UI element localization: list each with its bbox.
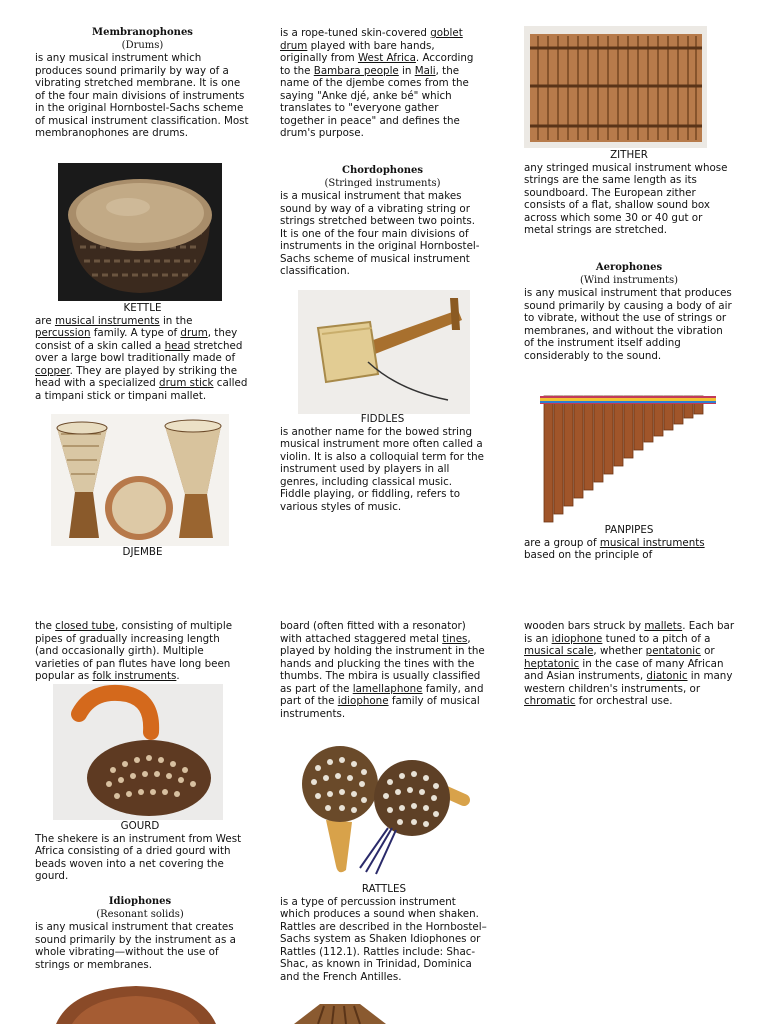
aerophones-intro: is any musical instrument that produces sound primarily by causing a body of air to vibrate, without the use of strings or membranes, and without the vibration of the instrument itself adding considerably to the sound. — [524, 287, 732, 362]
text-run: played with bare hands, originally from — [280, 39, 435, 64]
link-tines[interactable]: tines — [442, 632, 468, 645]
djembe-image — [51, 414, 229, 546]
chordophones-subheading: (Stringed instruments) — [324, 177, 441, 189]
membranophones-intro: is any musical instrument which produces sound primarily by way of a vibrating stretched membrane. It is one of the four main divisions of instruments in the original Hornbostel-Sachs scheme of musical instrument classification. Most membranophones are drums. — [35, 52, 249, 139]
mbira-continued-text — [280, 620, 488, 720]
membranophones-heading: Membranophones — [92, 27, 193, 38]
djembe-text — [280, 27, 485, 140]
text-run: is a rope-tuned skin-covered — [280, 27, 431, 39]
panpipes-continued-text — [35, 620, 245, 683]
link-mallets[interactable]: mallets — [644, 620, 683, 632]
kettle-text — [35, 315, 250, 403]
aerophones-subheading: (Wind instruments) — [579, 274, 679, 286]
panpipes-caption: PANPIPES — [604, 524, 654, 536]
gourd-section — [35, 820, 245, 883]
chordophones-intro: is a musical instrument that makes sound by way of a vibrating string or strings stretched between two points. It is one of the four main divisions of instruments in the original Hornbostel-Sachs scheme of musical instrument classification. — [280, 190, 480, 277]
text-run: , whether — [593, 645, 646, 657]
aerophones-section — [524, 262, 734, 362]
zither-text: any stringed musical instrument whose strings are the same length as its soundboard. The European zither consists of a flat, shallow sound box across which some 30 or 40 gut or metal strings are stretched. — [524, 161, 728, 236]
link-drum[interactable]: drum — [180, 327, 208, 339]
text-run: based on the principle of — [524, 549, 653, 561]
xylophone-continued — [524, 620, 738, 708]
chordophones-heading: Chordophones — [341, 165, 424, 176]
link-musical-instruments[interactable]: musical instruments — [54, 314, 160, 327]
panpipes-image — [538, 388, 720, 524]
kettle-section — [35, 302, 250, 402]
djembe-caption: DJEMBE — [122, 546, 163, 558]
text-run: are a group of — [524, 536, 600, 549]
link-folk-instruments[interactable]: folk instruments — [92, 670, 177, 682]
gourd-caption: GOURD — [120, 820, 160, 832]
text-run: in the — [159, 314, 193, 327]
rattles-caption: RATTLES — [361, 883, 407, 895]
panpipes-section — [524, 524, 734, 562]
link-drum-stick[interactable]: drum stick — [159, 377, 214, 389]
idiophones-subheading: (Resonant solids) — [96, 908, 184, 920]
text-run: called a timpani stick or timpani mallet. — [35, 377, 248, 402]
zither-section — [524, 149, 734, 237]
link-diatonic[interactable]: diatonic — [646, 670, 688, 682]
text-run: . Each bar is an — [524, 620, 735, 645]
link-lamellaphone[interactable]: lamellaphone — [352, 682, 423, 695]
membranophones-section — [35, 27, 250, 140]
text-run: in many western children's instruments, or — [524, 670, 733, 695]
text-run: , they consist of a skin called a — [35, 327, 238, 352]
link-musical-instruments-2[interactable]: musical instruments — [599, 536, 705, 549]
link-mali[interactable]: Mali — [414, 64, 436, 77]
text-run: . They are played by striking the head with a specialized — [35, 364, 238, 389]
fiddles-caption: FIDDLES — [360, 413, 405, 425]
mbira-continued — [280, 620, 488, 720]
text-run: stretched over a large bowl traditionally made of — [35, 339, 243, 364]
link-head[interactable]: head — [164, 339, 191, 352]
fiddles-section — [280, 413, 485, 513]
text-run: or — [700, 645, 715, 657]
link-pentatonic[interactable]: pentatonic — [645, 645, 701, 657]
membranophones-subheading: (Drums) — [121, 39, 164, 51]
text-run: , the name of the djembe comes from the saying "Anke djé, anke bé" which translates to "everyone gather together in peace" and defines the drum's purpose. — [280, 64, 469, 139]
text-run: , played by holding the instrument in the hands and plucking the tines with the thumbs. The mbira is usually classified as part of the — [280, 632, 485, 695]
link-chromatic[interactable]: chromatic — [524, 695, 576, 707]
text-run: are — [35, 314, 55, 327]
xylophone-continued-text — [524, 620, 738, 708]
text-run: . According to the — [280, 52, 474, 77]
kettle-drum-image — [58, 163, 222, 301]
text-run: in the case of many African and Asian instruments, — [524, 657, 724, 682]
link-percussion[interactable]: percussion — [35, 327, 91, 339]
text-run: family. A type of — [90, 327, 181, 339]
link-copper[interactable]: copper — [35, 364, 70, 377]
panpipes-text — [524, 537, 734, 562]
gourd-image — [53, 684, 223, 820]
rattles-image — [296, 738, 472, 880]
link-west-africa[interactable]: West Africa — [357, 52, 416, 64]
mbira-image-partial — [52, 984, 220, 1024]
link-closed-tube[interactable]: closed tube — [55, 620, 115, 632]
chordophones-section — [280, 165, 485, 278]
link-heptatonic[interactable]: heptatonic — [524, 657, 580, 670]
text-run: in — [398, 64, 415, 77]
idiophones-heading: Idiophones — [108, 896, 172, 907]
link-idiophone[interactable]: idiophone — [337, 695, 389, 707]
text-run: family, and part of the — [280, 682, 484, 707]
zither-image — [524, 26, 707, 148]
rattles-section — [280, 883, 488, 983]
fiddle-image — [298, 290, 470, 414]
idiophones-intro: is any musical instrument that creates sound primarily by the instrument as a whole vibrating—without the use of strings or membranes. — [35, 921, 236, 971]
link-bambara-people[interactable]: Bambara people — [313, 64, 399, 77]
text-run: . — [176, 670, 180, 682]
zither-caption: ZITHER — [610, 149, 648, 161]
text-run: wooden bars struck by — [524, 620, 645, 632]
aerophones-heading: Aerophones — [595, 262, 663, 273]
link-goblet-drum[interactable]: goblet drum — [280, 27, 463, 52]
link-idiophone-2[interactable]: idiophone — [551, 632, 603, 645]
text-run: tuned to a pitch of a — [602, 632, 711, 645]
fiddles-text: is another name for the bowed string musical instrument more often called a violin. It is also a colloquial term for the instrument used by players in all genres, including classical music. Fiddle playing, or fiddling, refers to various styles of music. — [280, 425, 484, 513]
text-run: , consisting of multiple pipes of gradually increasing length (and occasionally girth). Multiple varieties of pan flutes have long been popular as — [35, 620, 233, 682]
panpipes-continued — [35, 620, 245, 683]
text-run: family of musical instruments. — [280, 695, 480, 720]
text-run: for orchestral use. — [575, 695, 673, 707]
text-run: board (often fitted with a resonator) with attached staggered metal — [280, 620, 466, 645]
link-musical-scale[interactable]: musical scale — [524, 645, 594, 657]
idiophones-section — [35, 896, 245, 971]
djembe-caption-block — [35, 546, 250, 559]
text-run: the — [35, 620, 56, 632]
djembe-description-section — [280, 27, 485, 140]
gourd-text: The shekere is an instrument from West Africa consisting of a dried gourd with beads woven into a net covering the gourd. — [35, 832, 242, 882]
xylophone-image-partial — [290, 1000, 390, 1024]
rattles-text: is a type of percussion instrument which produces a sound when shaken. Rattles are described in the Hornbostel–Sachs system as Shaken Idiophones or Rattles (112.1). Rattles include: Shac-Shac, as known in Trinidad, Dominica and the French Antilles. — [280, 895, 487, 983]
kettle-caption: KETTLE — [123, 302, 162, 314]
